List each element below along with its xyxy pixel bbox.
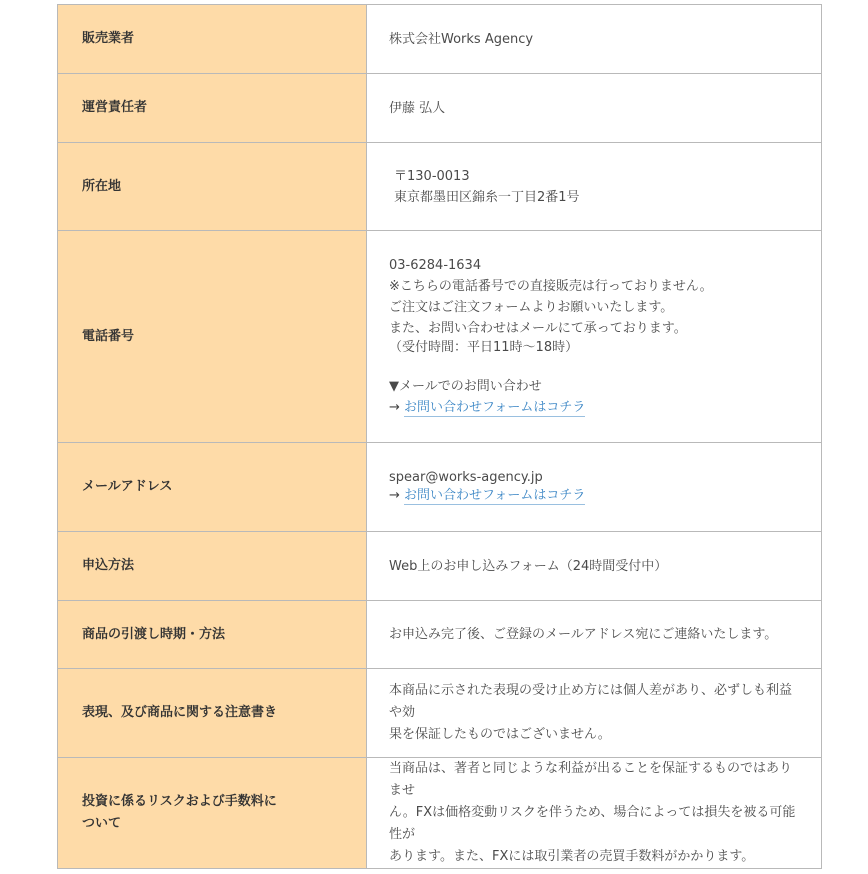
spacer: [389, 356, 799, 376]
arrow-icon: →: [389, 488, 400, 503]
disclaimer-line-2: 果を保証したものではございません。: [389, 727, 611, 742]
row-value-manager: [367, 74, 822, 143]
risk-line-1: 当商品は、著者と同じような利益が出ることを保証するものではありませ: [389, 761, 793, 798]
risk-line-3: あります。また、FXには取引業者の売買手数料がかかります。: [389, 849, 755, 864]
arrow-icon: →: [389, 400, 400, 415]
row-label-delivery: 商品の引渡し時期・方法: [58, 601, 367, 669]
contact-link-row: [389, 397, 799, 418]
row-value-disclaimer: [367, 669, 822, 758]
row-value-delivery: [367, 601, 822, 669]
phone-note-3: また、お問い合わせはメールにて承っております。: [389, 321, 687, 336]
table-row: [58, 443, 822, 532]
phone-note-1: ※こちらの電話番号での直接販売は行っておりません。: [389, 279, 713, 294]
row-label-risk: [58, 758, 367, 869]
row-label-address: 所在地: [58, 143, 367, 231]
risk-label-line-2: ついて: [82, 816, 122, 831]
table-row: [58, 532, 822, 601]
row-value-risk: [367, 758, 822, 869]
delivery-text: お申込み完了後、ご登録のメールアドレス宛にご連絡いたします。: [389, 627, 778, 642]
table-row: [58, 758, 822, 869]
phone-number: 03-6284-1634: [389, 258, 482, 273]
email-address: spear@works-agency.jp: [389, 470, 543, 485]
order-method-text: Web上のお申し込みフォーム（24時間受付中）: [389, 558, 668, 574]
manager-name: 伊藤 弘人: [389, 100, 446, 116]
table-row: [58, 143, 822, 231]
risk-line-2: ん。FXは価格変動リスクを伴うため、場合によっては損失を被る可能性が: [389, 805, 796, 842]
table-row: [58, 601, 822, 669]
postal-code: 〒130-0013: [394, 168, 470, 184]
row-label-phone: 電話番号: [58, 231, 367, 443]
table-row: [58, 74, 822, 143]
table-row: [58, 5, 822, 74]
row-label-order-method: 申込方法: [58, 532, 367, 601]
row-value-address: [367, 143, 822, 231]
row-label-manager: 運営責任者: [58, 74, 367, 143]
phone-note-2: ご注文はご注文フォームよりお願いいたします。: [389, 300, 674, 315]
disclaimer-line-1: 本商品に示された表現の受け止め方には個人差があり、必ずしも利益や効: [389, 683, 793, 720]
seller-name: 株式会社Works Agency: [389, 31, 534, 47]
row-value-seller: [367, 5, 822, 74]
address-line: 東京都墨田区錦糸一丁目2番1号: [394, 189, 580, 205]
table-row: [58, 669, 822, 758]
mail-heading: ▼メールでのお問い合わせ: [389, 379, 542, 394]
contact-form-link[interactable]: お問い合わせフォームはコチラ: [404, 400, 586, 415]
contact-form-link[interactable]: お問い合わせフォームはコチラ: [404, 488, 586, 503]
row-label-email: メールアドレス: [58, 443, 367, 532]
contact-link-row: [389, 487, 799, 505]
row-value-order-method: [367, 532, 822, 601]
phone-hours: （受付時間：平日11時～18時）: [389, 340, 579, 355]
row-value-phone: [367, 231, 822, 443]
row-value-email: [367, 443, 822, 532]
risk-label-line-1: 投資に係るリスクおよび手数料に: [82, 794, 277, 809]
row-label-seller: 販売業者: [58, 5, 367, 74]
row-label-disclaimer: 表現、及び商品に関する注意書き: [58, 669, 367, 758]
table-row: [58, 231, 822, 443]
seller-info-table: [57, 4, 822, 869]
